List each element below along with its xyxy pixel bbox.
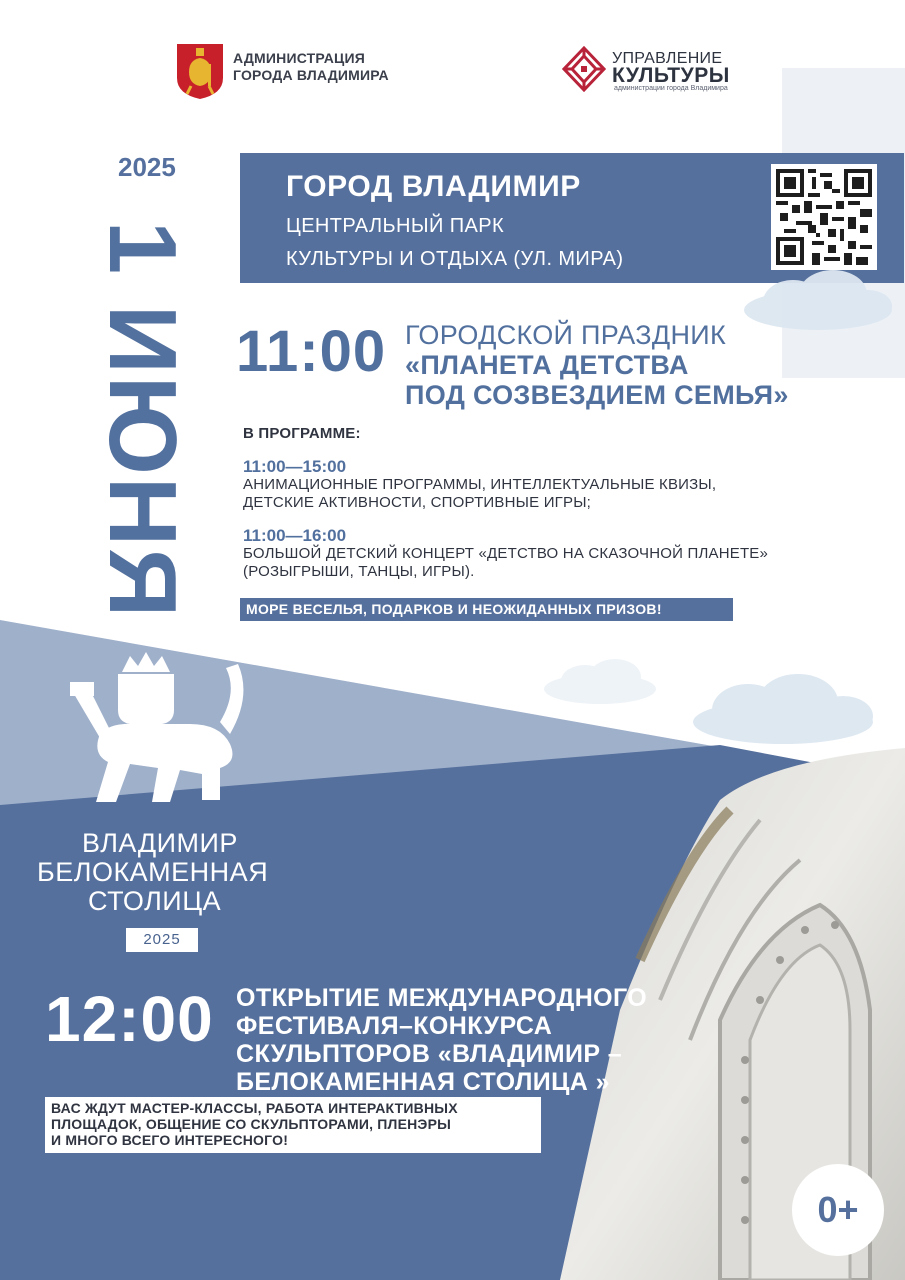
administration-name — [233, 50, 389, 84]
culture-logo-line3: администрации города Владимира — [614, 85, 728, 92]
program-item-2-line1: БОЛЬШОЙ ДЕТСКИЙ КОНЦЕРТ «ДЕТСТВО НА СКАЗОЧНОЙ ПЛАНЕТЕ» — [243, 545, 769, 562]
event1-title-line3: ПОД СОЗВЕЗДИЕМ СЕМЬЯ» — [405, 380, 789, 410]
event2-title-line4: БЕЛОКАМЕННАЯ СТОЛИЦА » — [236, 1068, 610, 1096]
program-item-1-time: 11:00—15:00 — [243, 457, 347, 476]
festival-logo-line2: БЕЛОКАМЕННАЯ — [37, 857, 269, 887]
venue-banner — [240, 153, 904, 283]
administration-name-line1: АДМИНИСТРАЦИЯ — [233, 50, 365, 66]
qr-code-icon[interactable] — [771, 164, 877, 270]
invitation-line2: ПЛОЩАДОК, ОБЩЕНИЕ СО СКУЛЬПТОРАМИ, ПЛЕНЭРЫ — [51, 1116, 452, 1132]
venue-park-line2: КУЛЬТУРЫ И ОТДЫХА (УЛ. МИРА) — [286, 248, 624, 270]
program-item-1-line2: ДЕТСКИЕ АКТИВНОСТИ, СПОРТИВНЫЕ ИГРЫ; — [243, 494, 592, 511]
administration-name-line2: ГОРОДА ВЛАДИМИРА — [233, 67, 389, 83]
event2-title-line2: ФЕСТИВАЛЯ–КОНКУРСА — [236, 1012, 553, 1040]
festival-logo-year: 2025 — [126, 928, 198, 952]
lion-emblem-icon — [70, 652, 248, 808]
culture-logo-line1: УПРАВЛЕНИЕ — [612, 50, 723, 67]
festival-logo-line1: ВЛАДИМИР — [82, 828, 238, 858]
venue-city: ГОРОД ВЛАДИМИР — [286, 170, 581, 203]
program-heading: В ПРОГРАММЕ: — [243, 425, 361, 442]
culture-department-logo — [562, 46, 742, 96]
event1-time: 11:00 — [236, 319, 387, 384]
invitation-line3: И МНОГО ВСЕГО ИНТЕРЕСНОГО! — [51, 1132, 289, 1148]
program-item-2-line2: (РОЗЫГРЫШИ, ТАНЦЫ, ИГРЫ). — [243, 563, 475, 580]
invitation-line1: ВАС ЖДУТ МАСТЕР-КЛАССЫ, РАБОТА ИНТЕРАКТИВНЫХ — [51, 1100, 458, 1116]
event1-title-line1: ГОРОДСКОЙ ПРАЗДНИК — [405, 320, 726, 350]
event-date: 1 ИЮНЯ — [89, 220, 196, 620]
event1-title-line2: «ПЛАНЕТА ДЕТСТВА — [405, 350, 689, 380]
event2-title-line3: СКУЛЬПТОРОВ «ВЛАДИМИР – — [236, 1040, 623, 1068]
highlight-badge: МОРЕ ВЕСЕЛЬЯ, ПОДАРКОВ И НЕОЖИДАННЫХ ПРИЗОВ! — [240, 598, 733, 621]
administration-logo — [175, 42, 415, 100]
invitation-box — [45, 1097, 541, 1153]
year-label: 2025 — [118, 152, 176, 182]
age-rating-badge: 0+ — [792, 1164, 884, 1256]
program-item-1-line1: АНИМАЦИОННЫЕ ПРОГРАММЫ, ИНТЕЛЛЕКТУАЛЬНЫЕ КВИЗЫ, — [243, 476, 717, 493]
city-coat-of-arms-icon — [175, 42, 225, 100]
festival-logo-line3: СТОЛИЦА — [88, 886, 222, 916]
event2-time: 12:00 — [45, 983, 214, 1055]
venue-park-line1: ЦЕНТРАЛЬНЫЙ ПАРК — [286, 215, 505, 237]
ornament-icon — [562, 46, 606, 92]
cloud-decoration-small — [540, 655, 660, 710]
event2-title-line1: ОТКРЫТИЕ МЕЖДУНАРОДНОГО — [236, 984, 648, 1012]
culture-logo-line2: КУЛЬТУРЫ — [612, 64, 730, 87]
cloud-decoration — [738, 268, 898, 338]
program-item-2-time: 11:00—16:00 — [243, 526, 347, 545]
cloud-decoration-large — [688, 670, 878, 755]
